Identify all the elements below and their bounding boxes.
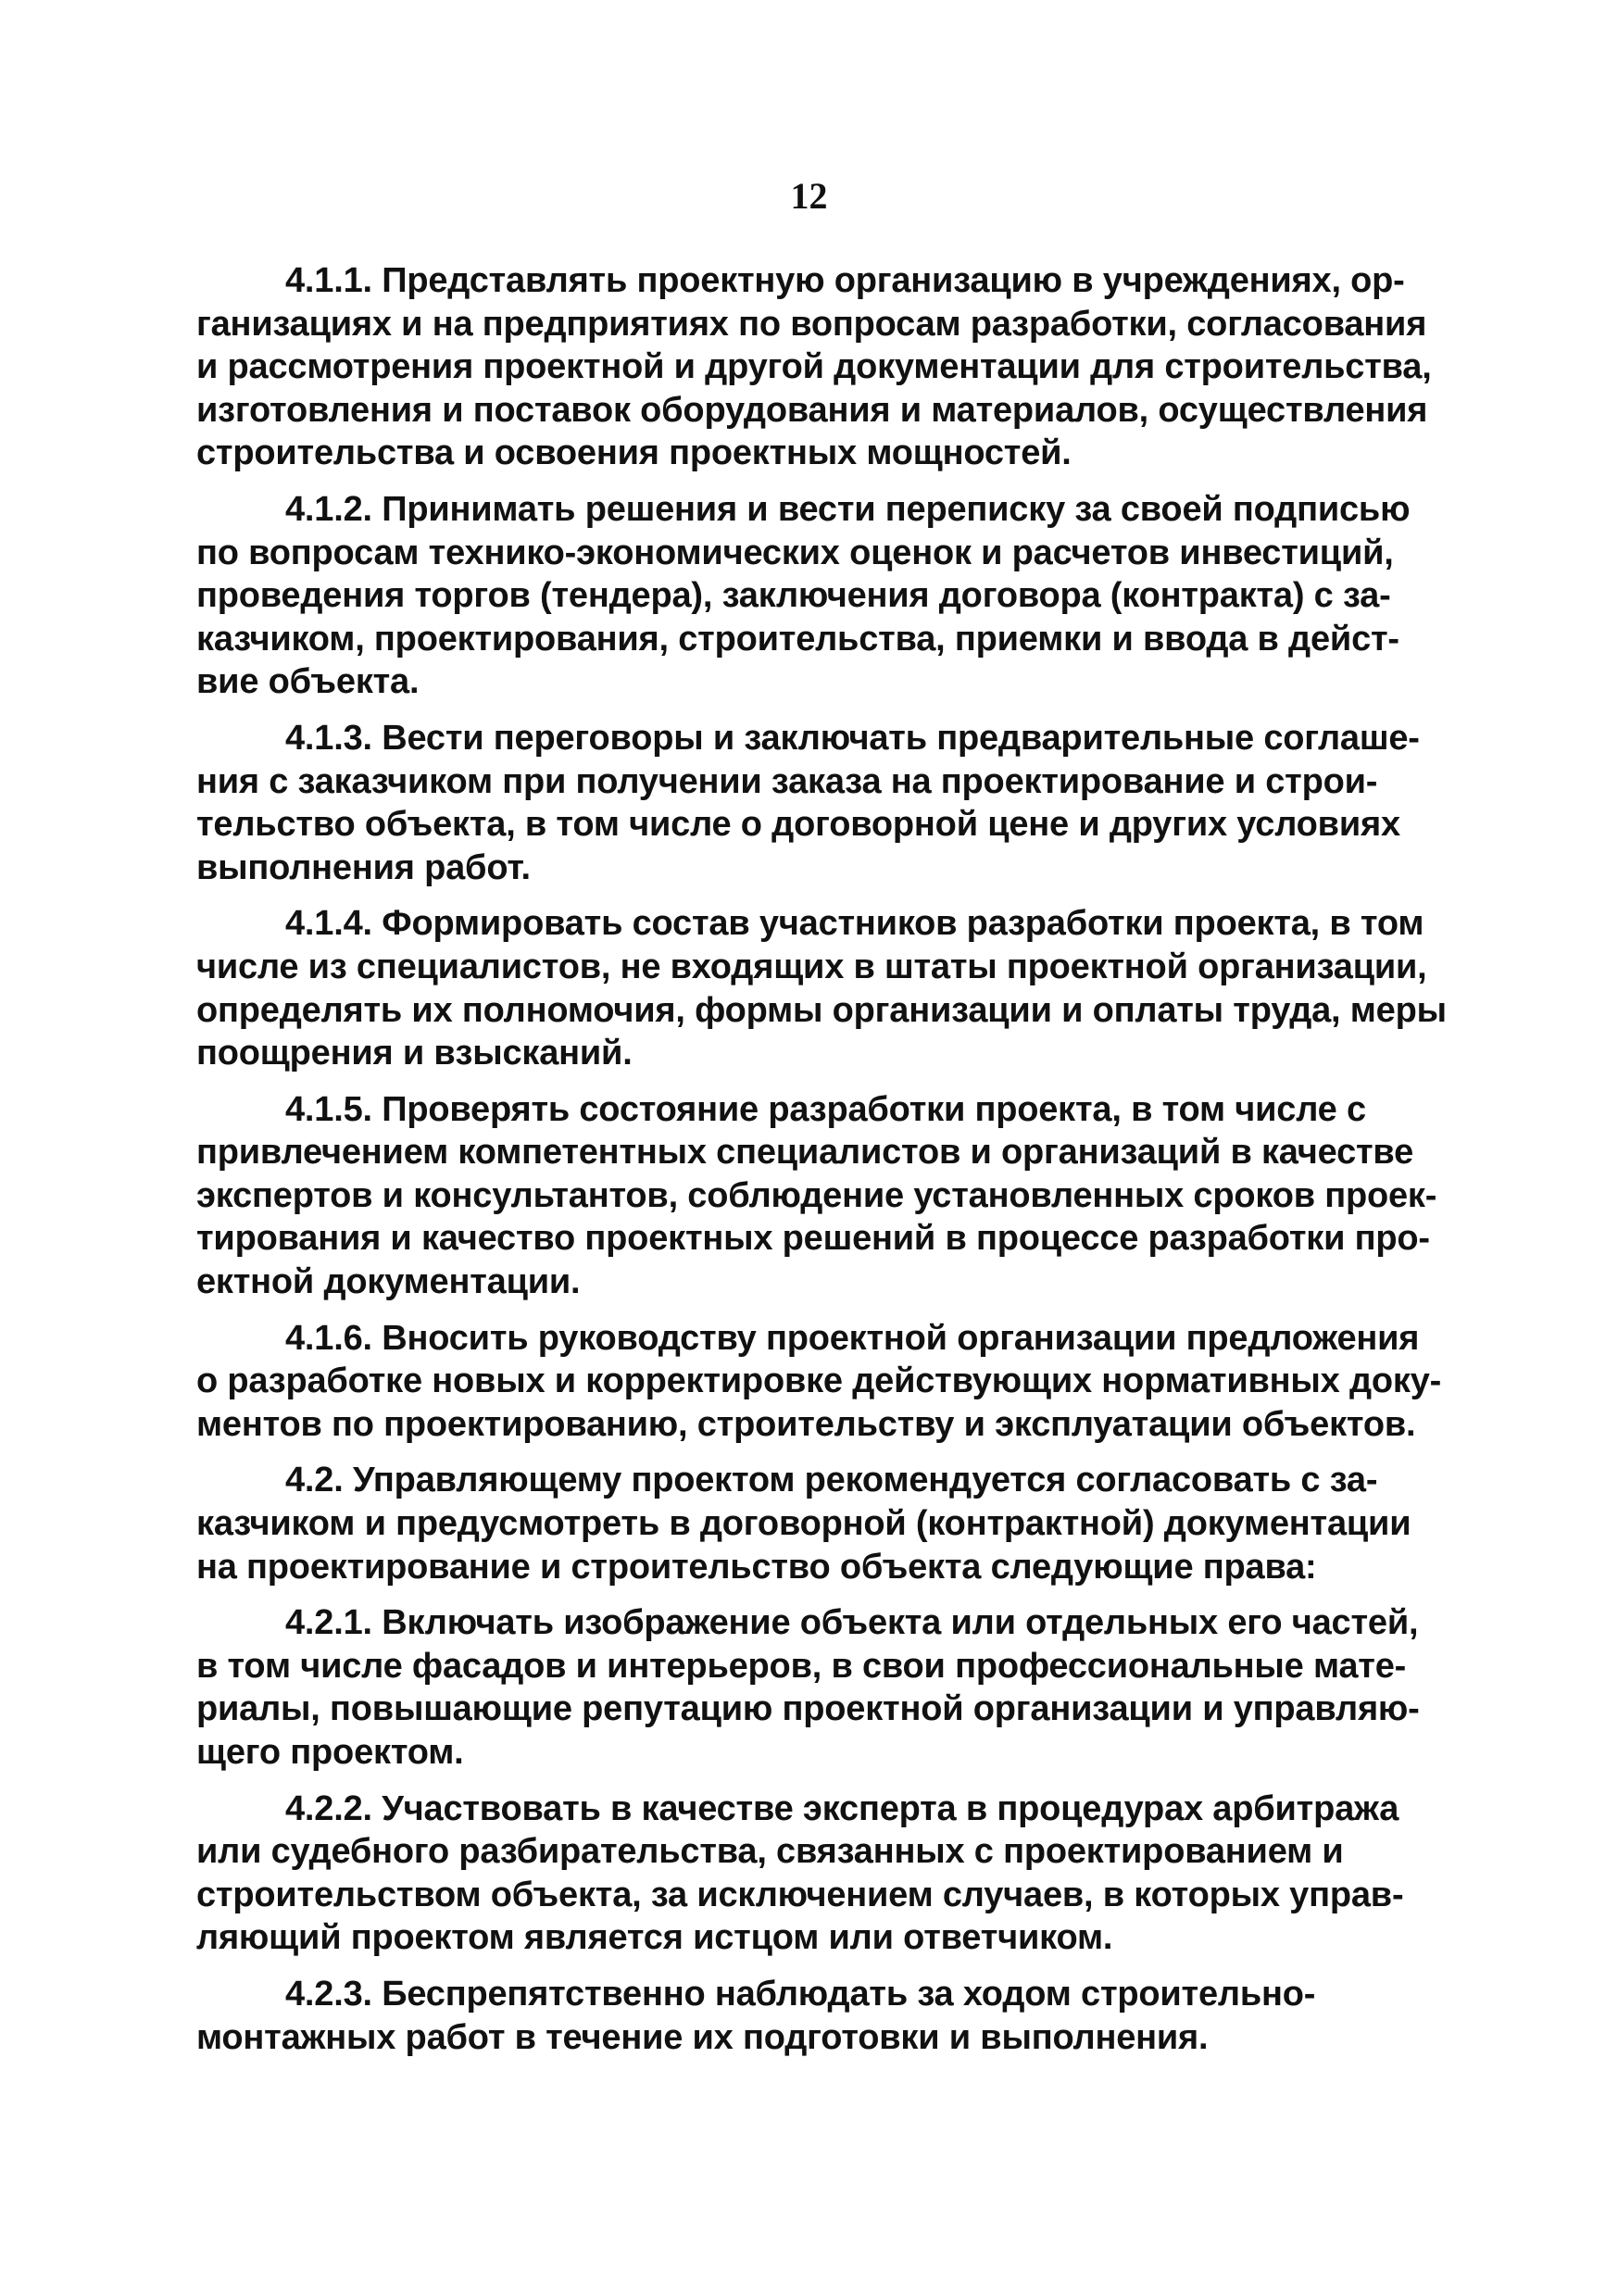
text-line: ектной документации. (196, 1262, 581, 1302)
text-line: 4.2.1. Включать изображение объекта или отдельных его частей, (285, 1603, 1419, 1643)
text-line: о разработке новых и корректировке действующих нормативных доку- (196, 1361, 1442, 1401)
paragraph (196, 1317, 1442, 1447)
text-line: 4.1.4. Формировать состав участников разработки проекта, в том (285, 904, 1424, 944)
text-line: тельство объекта, в том числе о договорной цене и других условиях (196, 805, 1400, 845)
text-line: определять их полномочия, формы организации и оплаты труда, меры (196, 990, 1447, 1030)
text-line: 4.1.2. Принимать решения и вести переписку за своей подписью (285, 489, 1411, 529)
text-line: ляющий проектом является истцом или ответчиком. (196, 1918, 1113, 1958)
text-line: 4.2.2. Участвовать в качестве эксперта в процедурах арбитража (285, 1788, 1399, 1828)
text-line: тирования и качество проектных решений в процессе разработки про- (196, 1219, 1430, 1259)
text-line: выполнения работ. (196, 847, 531, 887)
text-line: привлечением компетентных специалистов и организаций в качестве (196, 1133, 1414, 1173)
text-line: числе из специалистов, не входящих в штаты проектной организации, (196, 947, 1427, 986)
paragraph (196, 488, 1437, 704)
text-line: и рассмотрения проектной и другой документации для строительства, (196, 347, 1432, 387)
text-line: строительством объекта, за исключением случаев, в которых управ- (196, 1875, 1404, 1914)
text-line: или судебного разбирательства, связанных с проектированием и (196, 1832, 1344, 1872)
text-line: казчиком и предусмотреть в договорной (контрактной) документации (196, 1504, 1411, 1544)
page-number: 12 (790, 175, 828, 217)
text-line: на проектирование и строительство объекта следующие права: (196, 1547, 1317, 1587)
text-line: 4.1.5. Проверять состояние разработки проекта, в том числе с (285, 1089, 1366, 1129)
text-line: проведения торгов (тендера), заключения договора (контракта) с за- (196, 576, 1391, 616)
text-line: вие объекта. (196, 662, 420, 702)
text-line: монтажных работ в течение их подготовки и выполнения. (196, 2017, 1209, 2057)
text-line: в том числе фасадов и интерьеров, в свои профессиональные мате- (196, 1646, 1407, 1686)
text-line: экспертов и консультантов, соблюдение установленных сроков проек- (196, 1175, 1437, 1215)
text-line: ганизациях и на предприятиях по вопросам разработки, согласования (196, 304, 1427, 344)
text-line: щего проектом. (196, 1733, 464, 1772)
paragraph (196, 259, 1437, 475)
text-line: риалы, повышающие репутацию проектной организации и управляю- (196, 1689, 1420, 1729)
text-line: по вопросам технико-экономических оценок и расчетов инвестиций, (196, 533, 1394, 572)
paragraph (196, 902, 1447, 1074)
paragraph (196, 717, 1437, 889)
text-line: ния с заказчиком при получении заказа на проектирование и строи- (196, 761, 1378, 801)
text-line: казчиком, проектирования, строительства, приемки и ввода в дейст- (196, 619, 1399, 659)
text-line: ментов по проектированию, строительству и эксплуатации объектов. (196, 1404, 1416, 1444)
text-line: 4.1.1. Представлять проектную организацию в учреждениях, ор- (285, 261, 1405, 300)
text-line: 4.1.6. Вносить руководству проектной организации предложения (285, 1318, 1420, 1358)
paragraph (196, 1088, 1437, 1304)
text-line: изготовления и поставок оборудования и материалов, осуществления (196, 390, 1428, 430)
text-line: строительства и освоения проектных мощностей. (196, 433, 1072, 473)
text-line: поощрения и взысканий. (196, 1034, 633, 1073)
paragraph (196, 1788, 1437, 1960)
text-line: 4.2. Управляющему проектом рекомендуется согласовать с за- (285, 1461, 1378, 1500)
text-line: 4.1.3. Вести переговоры и заключать предварительные соглаше- (285, 718, 1420, 758)
paragraph (196, 1601, 1437, 1774)
document-body (196, 259, 1447, 2072)
text-line: 4.2.3. Беспрепятственно наблюдать за ходом строительно- (285, 1974, 1316, 2014)
paragraph (196, 1459, 1437, 1588)
paragraph (196, 1973, 1437, 2059)
